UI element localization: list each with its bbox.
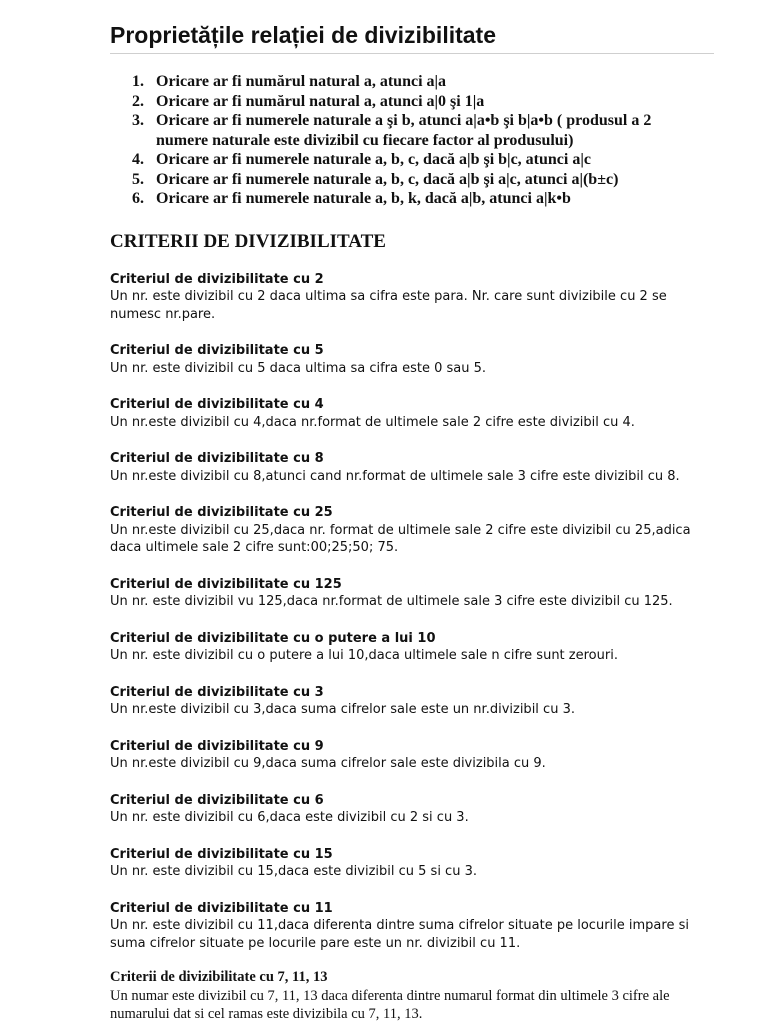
criterion-text: Un nr.este divizibil cu 3,daca suma cifrelor sale este un nr.divizibil cu 3. [110, 702, 575, 717]
criterion-heading: Criteriul de divizibilitate cu 8 [110, 451, 324, 466]
criterion-block [110, 450, 714, 485]
criterion-block [110, 792, 714, 827]
page-title: Proprietățile relației de divizibilitate [110, 18, 714, 54]
item-number: 5. [132, 170, 144, 188]
criterion-text: Un nr. este divizibil cu o putere a lui 10,daca ultimele sale n cifre sunt zerouri. [110, 648, 618, 663]
criterion-text: Un nr. este divizibil vu 125,daca nr.format de ultimele sale 3 cifre este divizibil cu 125. [110, 594, 673, 609]
criterion-text: Un nr.este divizibil cu 25,daca nr. format de ultimele sale 2 cifre este divizibil cu 25,adica daca ultimele sale 2 cifre sunt:00;25;50; 75. [110, 522, 691, 555]
criterion-heading: Criteriul de divizibilitate cu 2 [110, 271, 324, 287]
criterion-text: Un nr.este divizibil cu 9,daca suma cifrelor sale este divizibila cu 9. [110, 756, 546, 771]
item-text: Oricare ar fi numărul natural a, atunci a|0 şi 1|a [156, 92, 485, 110]
item-text: Oricare ar fi numerele naturale a, b, k, dacă a|b, atunci a|k•b [156, 190, 571, 207]
criterion-heading: Criteriul de divizibilitate cu o putere a lui 10 [110, 630, 436, 646]
list-item [110, 92, 714, 112]
criterion-heading: Criteriul de divizibilitate cu 6 [110, 792, 324, 808]
criterion-block [110, 684, 714, 719]
criterion-text: Un nr. este divizibil cu 6,daca este divizibil cu 2 si cu 3. [110, 810, 469, 825]
criterion-text: Un nr.este divizibil cu 4,daca nr.format de ultimele sale 2 cifre este divizibil cu 4. [110, 414, 635, 430]
criterion-block [110, 900, 714, 953]
criterion-heading: Criteriul de divizibilitate cu 11 [110, 900, 333, 916]
document-page [110, 18, 714, 1024]
criterion-block [110, 576, 714, 611]
criterion-block [110, 968, 714, 1024]
item-number: 4. [132, 151, 144, 168]
criterion-heading: Criteriul de divizibilitate cu 4 [110, 397, 324, 412]
item-text: Oricare ar fi numărul natural a, atunci a|a [156, 73, 447, 90]
criterion-heading: Criteriul de divizibilitate cu 25 [110, 505, 333, 520]
item-number: 3. [132, 112, 144, 129]
section-title: CRITERII DE DIVIZIBILITATE [110, 230, 386, 252]
item-number: 1. [132, 73, 144, 90]
criterion-block [110, 846, 714, 881]
item-text: Oricare ar fi numerele naturale a, b, c, dacă a|b şi a|c, atunci a|(b±c) [156, 170, 619, 188]
criterion-heading: Criterii de divizibilitate cu 7, 11, 13 [110, 969, 328, 985]
list-item [110, 111, 714, 150]
criterion-heading: Criteriul de divizibilitate cu 3 [110, 684, 324, 700]
criterion-heading: Criteriul de divizibilitate cu 125 [110, 576, 342, 592]
properties-list [110, 72, 714, 209]
criterion-text: Un nr. este divizibil cu 11,daca diferenta dintre suma cifrelor situate pe locurile impare si suma cifrelor situate pe locurile pare este un nr. divizibil cu 11. [110, 918, 689, 951]
criterion-block [110, 738, 714, 773]
criterion-heading: Criteriul de divizibilitate cu 5 [110, 343, 324, 358]
criterion-text: Un numar este divizibil cu 7, 11, 13 daca diferenta dintre numarul format din ultimele 3 cifre ale numarului dat si cel ramas este divizibila cu 7, 11, 13. [110, 987, 670, 1022]
criterion-text: Un nr. este divizibil cu 2 daca ultima sa cifra este para. Nr. care sunt divizibile cu 2 se numesc nr.pare. [110, 289, 667, 322]
criterion-heading: Criteriul de divizibilitate cu 9 [110, 738, 324, 754]
criterion-text: Un nr. este divizibil cu 5 daca ultima sa cifra este 0 sau 5. [110, 360, 487, 376]
criterion-text: Un nr.este divizibil cu 8,atunci cand nr.format de ultimele sale 3 cifre este divizibil cu 8. [110, 468, 680, 484]
criterion-block [110, 342, 714, 377]
list-item [110, 72, 714, 92]
criterion-block [110, 630, 714, 665]
criterion-heading: Criteriul de divizibilitate cu 15 [110, 846, 333, 862]
criterion-block [110, 504, 714, 557]
item-number: 6. [132, 190, 144, 207]
criterion-block [110, 396, 714, 431]
list-item [110, 189, 714, 209]
criterion-block [110, 271, 714, 324]
item-number: 2. [132, 92, 144, 110]
item-text-continued: numere naturale este divizibil cu fiecare factor al produsului) [156, 131, 574, 149]
list-item [110, 150, 714, 170]
list-item [110, 170, 714, 190]
item-text: Oricare ar fi numerele naturale a şi b, atunci a|a•b şi b|a•b ( produsul a 2 [156, 112, 652, 129]
criterion-text: Un nr. este divizibil cu 15,daca este divizibil cu 5 si cu 3. [110, 864, 477, 879]
item-text: Oricare ar fi numerele naturale a, b, c, dacă a|b şi b|c, atunci a|c [156, 151, 591, 168]
